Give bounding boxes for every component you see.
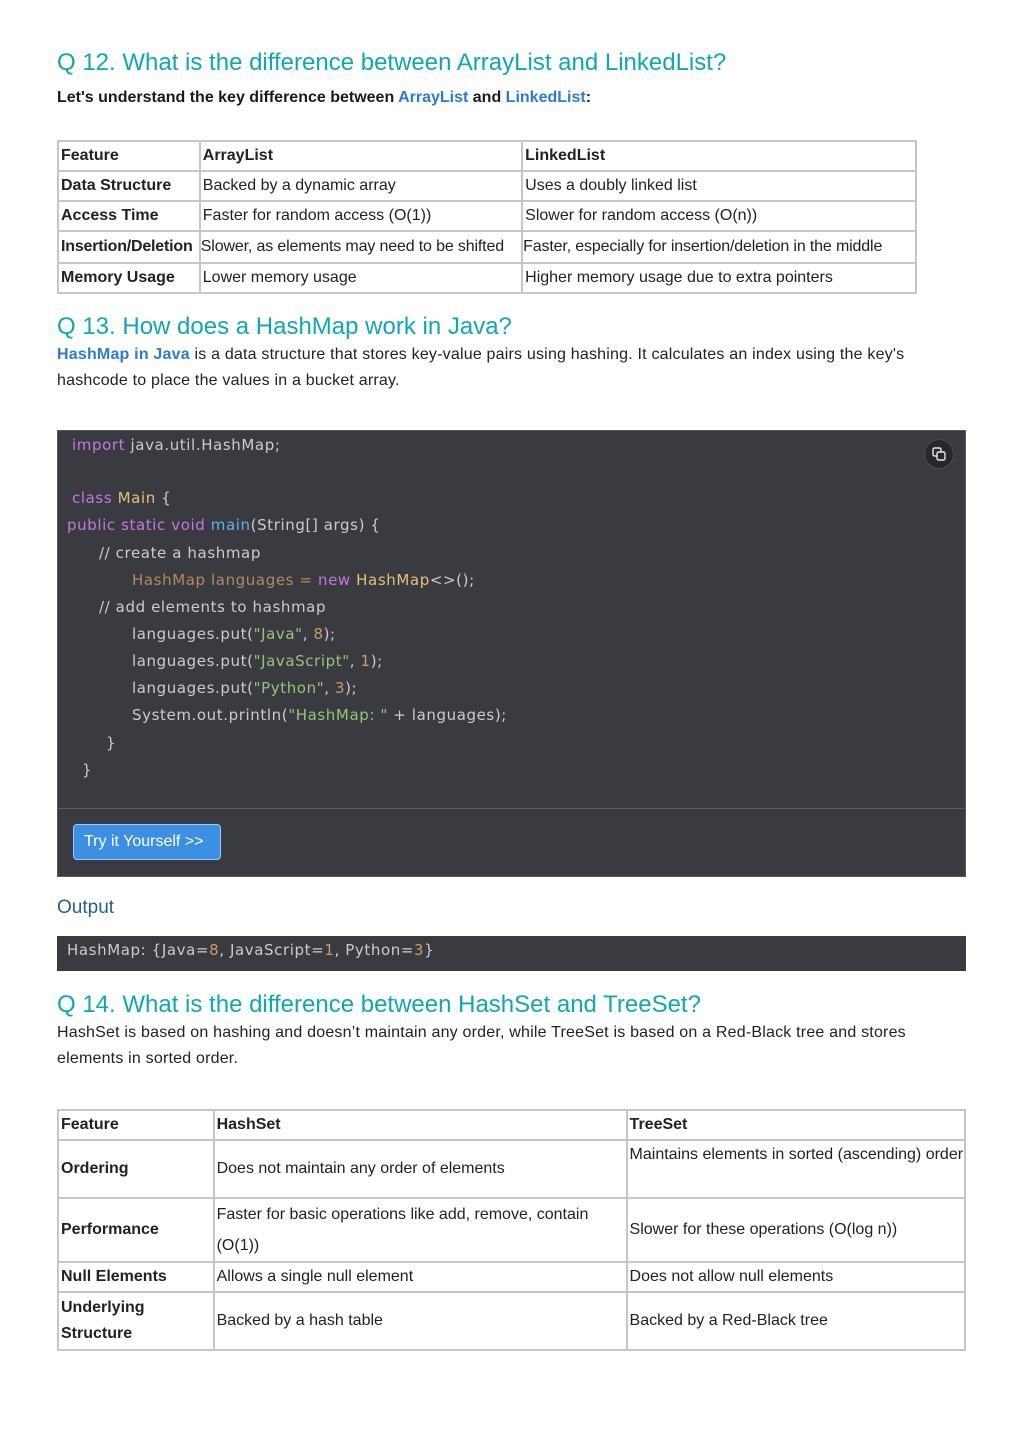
hashset-vs-treeset-table	[57, 1109, 966, 1351]
header-cell: ArrayList	[200, 141, 522, 171]
code-line: import java.util.HashMap;	[72, 436, 281, 454]
table-cell: Faster for basic operations like add, remove, contain (O(1))	[214, 1198, 627, 1262]
table-cell: Backed by a hash table	[214, 1292, 627, 1350]
code-line: }	[82, 761, 93, 779]
output-line: HashMap: {Java=8, JavaScript=1, Python=3}	[67, 941, 435, 959]
code-divider	[58, 808, 965, 809]
header-cell: Feature	[58, 1110, 214, 1140]
header-cell: LinkedList	[522, 141, 916, 171]
q12-intro	[57, 89, 591, 107]
intro-text: Let's understand the key difference between	[57, 89, 399, 106]
table-cell: Slower, as elements may need to be shifted	[200, 231, 522, 263]
code-line: System.out.println("HashMap: " + languages);	[132, 706, 507, 724]
feature-cell: Underlying Structure	[58, 1292, 214, 1350]
feature-cell: Performance	[58, 1198, 214, 1262]
table-cell: Does not allow null elements	[627, 1262, 965, 1292]
table-cell: Slower for these operations (O(log n))	[627, 1198, 965, 1262]
header-cell: TreeSet	[627, 1110, 965, 1140]
table-cell: Maintains elements in sorted (ascending) order	[627, 1140, 965, 1198]
q13-paragraph	[57, 342, 969, 394]
table-cell: Higher memory usage due to extra pointers	[522, 263, 916, 293]
code-line: languages.put("JavaScript", 1);	[132, 652, 383, 670]
try-it-yourself-button[interactable]: Try it Yourself >>	[73, 824, 221, 860]
feature-cell: Memory Usage	[58, 263, 200, 293]
q13-text: is a data structure that stores key-value pairs using hashing. It calculates an index using the key's hashcode to place the values in a bucket array.	[57, 346, 905, 389]
table-cell: Slower for random access (O(n))	[522, 201, 916, 231]
code-line: class Main {	[72, 489, 172, 507]
arraylist-link[interactable]: ArrayList	[398, 89, 469, 106]
code-line: HashMap languages = new HashMap<>();	[132, 571, 475, 589]
table-cell: Lower memory usage	[200, 263, 522, 293]
code-line: languages.put("Python", 3);	[132, 679, 358, 697]
table-row	[58, 201, 916, 231]
table-header-row	[58, 141, 916, 171]
code-line: // create a hashmap	[99, 544, 261, 562]
table-cell: Faster, especially for insertion/deletion in the middle	[522, 231, 916, 263]
feature-cell: Null Elements	[58, 1262, 214, 1292]
arraylist-vs-linkedlist-table	[57, 140, 917, 294]
table-row	[58, 1140, 965, 1198]
code-block	[57, 430, 966, 877]
table-cell: Allows a single null element	[214, 1262, 627, 1292]
table-row	[58, 1292, 965, 1350]
output-block	[57, 936, 966, 971]
code-line: public static void main(String[] args) {	[67, 516, 381, 534]
table-row	[58, 171, 916, 201]
table-cell: Does not maintain any order of elements	[214, 1140, 627, 1198]
feature-cell: Insertion/Deletion	[58, 231, 200, 263]
feature-cell: Access Time	[58, 201, 200, 231]
code-line: languages.put("Java", 8);	[132, 625, 336, 643]
q13-heading: Q 13. How does a HashMap work in Java?	[57, 313, 512, 340]
code-line: }	[106, 734, 117, 752]
table-row	[58, 1262, 965, 1292]
intro-and: and	[468, 89, 506, 106]
table-cell: Uses a doubly linked list	[522, 171, 916, 201]
copy-icon	[932, 447, 946, 461]
feature-cell: Ordering	[58, 1140, 214, 1198]
table-row	[58, 263, 916, 293]
hashmap-link[interactable]: HashMap in Java	[57, 346, 190, 363]
q12-heading: Q 12. What is the difference between ArrayList and LinkedList?	[57, 49, 727, 76]
table-cell: Backed by a dynamic array	[200, 171, 522, 201]
table-row	[58, 231, 916, 263]
linkedlist-link[interactable]: LinkedList	[505, 89, 586, 106]
table-cell: Faster for random access (O(1))	[200, 201, 522, 231]
copy-button[interactable]	[924, 439, 954, 469]
intro-colon: :	[585, 89, 592, 106]
table-header-row	[58, 1110, 965, 1140]
header-cell: Feature	[58, 141, 200, 171]
header-cell: HashSet	[214, 1110, 627, 1140]
table-cell: Backed by a Red-Black tree	[627, 1292, 965, 1350]
table-row	[58, 1198, 965, 1262]
q14-heading: Q 14. What is the difference between HashSet and TreeSet?	[57, 991, 701, 1018]
code-line: // add elements to hashmap	[99, 598, 327, 616]
feature-cell: Data Structure	[58, 171, 200, 201]
output-label: Output	[57, 897, 115, 918]
q14-paragraph: HashSet is based on hashing and doesn’t maintain any order, while TreeSet is based on a Red-Black tree and stores elements in sorted order.	[57, 1024, 906, 1067]
